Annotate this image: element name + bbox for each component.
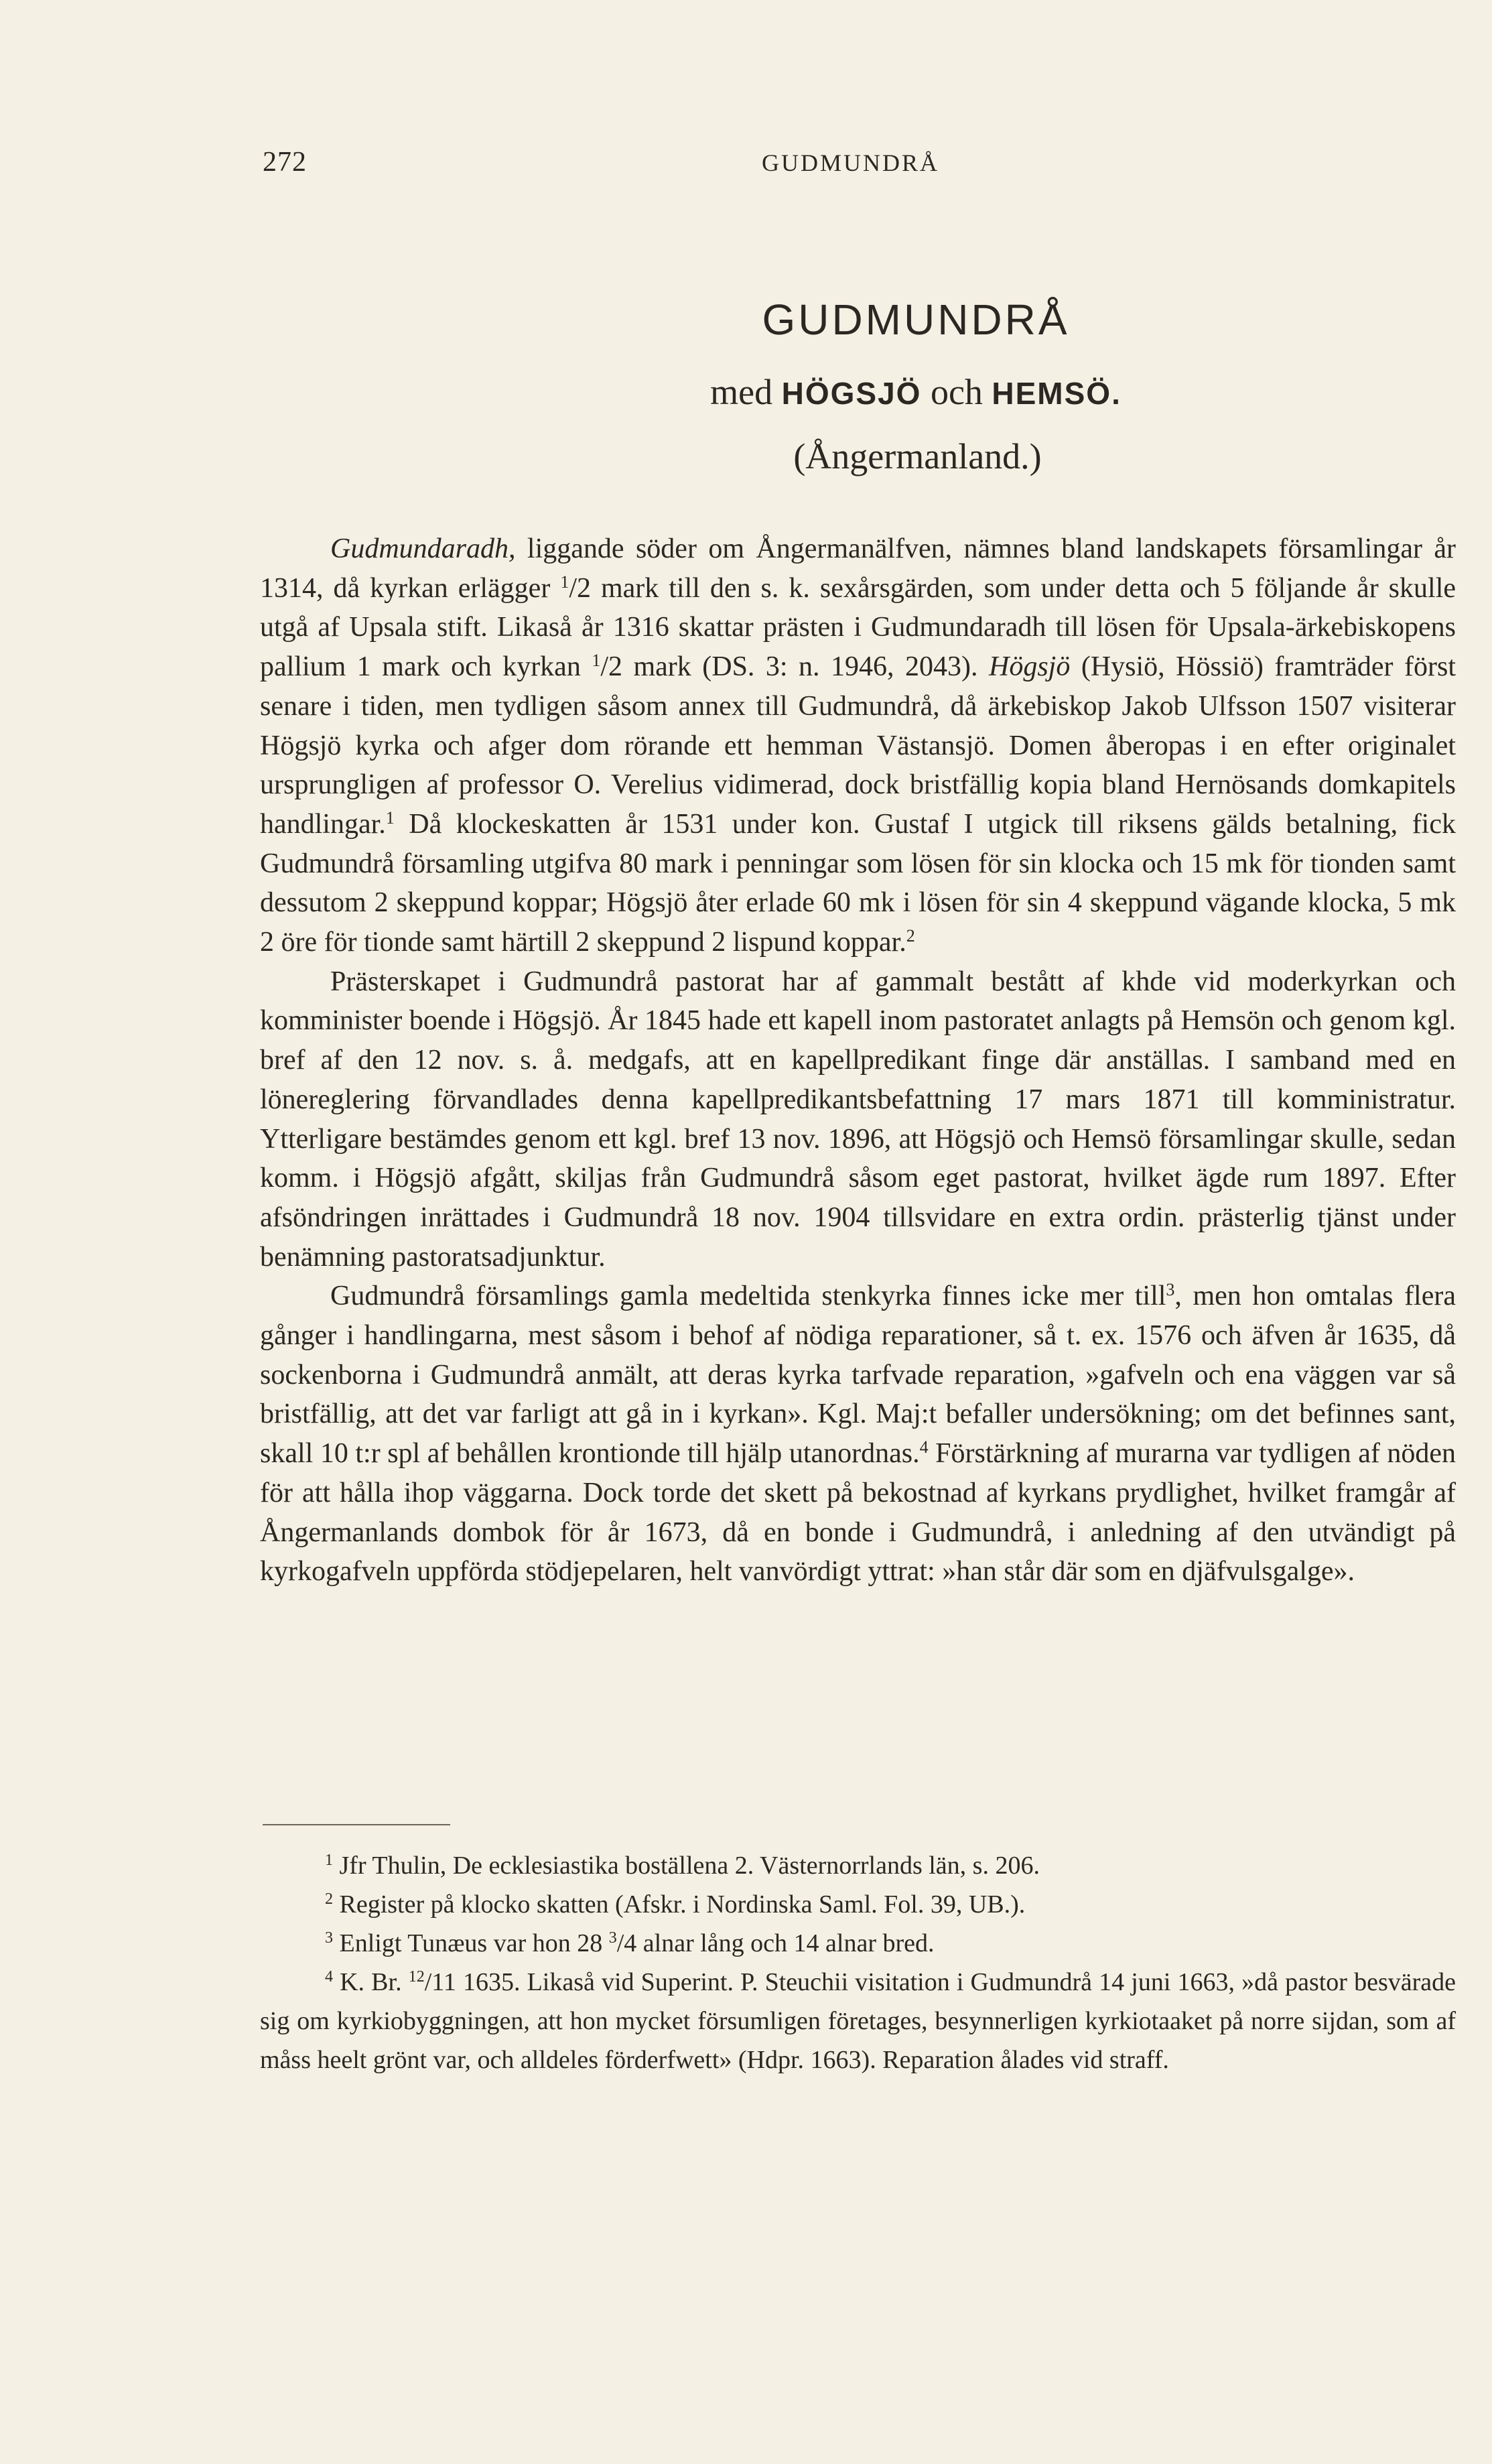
fraction-numerator: 1 bbox=[560, 572, 569, 592]
footnote-mark: 1 bbox=[325, 1852, 333, 1869]
footnote-ref-1[interactable]: 1 bbox=[385, 807, 395, 828]
italic-hogsjo: Högsjö bbox=[989, 651, 1071, 683]
subtitle-hogsjo: HÖGSJÖ bbox=[781, 376, 922, 411]
footnote-mark: 4 bbox=[325, 1968, 333, 1986]
footnote-ref-4[interactable]: 4 bbox=[919, 1437, 929, 1457]
p1-text-5: Då klockeskatten år 1531 under kon. Gustaf I utgick till riksens gälds betalning, fick Gudmundrå församling utgifva 80 mark i penningar som lösen för sin klocka och 15 mk för tionden samt dessutom 2 skeppund koppar; Högsjö åter erlade 60 mk i lösen för sin 4 skeppund vägande klocka, 5 mk 2 öre för tionde samt härtill 2 skeppund 2 lispund koppar. bbox=[260, 808, 1456, 958]
running-head bbox=[263, 146, 1455, 186]
p1-text-3: mark (DS. 3: n. 1946, 2043). bbox=[622, 651, 989, 683]
p3-text-2: , men hon omtalas flera gånger i handlingarna, mest såsom i behof af nödiga reparationer, så t. ex. 1576 och äfven år 1635, då sockenborna i Gudmundrå anmält, att deras kyrka tarfvade reparation, »gafveln och ena väggen var så bristfällig, att det var farligt att gå in i kyrkan». Kgl. Maj:t befaller undersökning; om det befinnes sant, skall 10 t:r spl af behållen krontionde till hjälp utanordnas. bbox=[260, 1281, 1456, 1470]
region-label: (Ångermanland.) bbox=[793, 436, 1042, 476]
paragraph-2: Prästerskapet i Gudmundrå pastorat har af gammalt bestått af khde vid moderkyrkan och komminister boende i Högsjö. År 1845 hade ett kapell inom pastoratet anlagts på Hemsön och genom kgl. bref af den 12 nov. s. å. medgafs, att en kapellpredikant finge där anställas. I samband med en lönereglering förvandlades denna kapellpredikantsbefattning 17 mars 1871 till komministratur. Ytterligare bestämdes genom ett kgl. bref 13 nov. 1896, att Högsjö och Hemsö församlingar skulle, sedan komm. i Högsjö afgått, skiljas från Gudmundrå såsom eget pastorat, hvilket ägde rum 1897. Efter afsöndringen inrättades i Gudmundrå 18 nov. 1904 tillsvidare en extra ordin. prästerlig tjänst under benämning pastoratsadjunktur. bbox=[260, 966, 1456, 1273]
fraction-numerator: 3 bbox=[608, 1929, 617, 1947]
date-fraction-denominator: /11 bbox=[424, 1968, 456, 1996]
footnote-1 bbox=[260, 1846, 1456, 1885]
title-block bbox=[263, 295, 1455, 477]
p1-text-2: mark till den s. k. sexårsgärden, som under detta och 5 följande år skulle utgå af Upsala stift. Likaså år 1316 skattar prästen i Gudmundaradh till lösen för Upsala-ärkebiskopens pallium 1 mark och kyrkan bbox=[260, 572, 1456, 683]
fraction-denominator: /2 bbox=[600, 651, 622, 683]
footnote-4 bbox=[260, 1963, 1456, 2079]
subtitle-middle: och bbox=[921, 372, 992, 412]
subtitle-hemso: HEMSÖ. bbox=[992, 376, 1122, 411]
footnotes bbox=[260, 1846, 1456, 2079]
footnote-text: Enligt Tunæus var hon 28 bbox=[333, 1929, 609, 1957]
date-fraction-numerator: 12 bbox=[408, 1968, 425, 1986]
subtitle bbox=[263, 371, 1455, 413]
body-text bbox=[260, 529, 1456, 1592]
page-number: 272 bbox=[263, 147, 307, 178]
footnote-text: 1635. Likaså vid Superint. P. Steuchii visitation i Gudmundrå 14 juni 1663, »då pastor besvärade sig om kyrkiobyggningen, att hon mycket försumligen företages, besynnerligen kyrkiotaaket på norre sijdan, som af måss heelt grönt var, och alldeles förderfwett» (Hdpr. 1663). Reparation ålades vid straff. bbox=[260, 1968, 1456, 2074]
p1-text-1: liggande söder om Ångermanälfven, nämnes bland landskapets församlingar år 1314, då kyrkan erlägger bbox=[260, 533, 1456, 604]
footnote-divider bbox=[263, 1824, 450, 1825]
footnote-ref-2[interactable]: 2 bbox=[906, 926, 915, 946]
fraction-denominator: /2 bbox=[569, 572, 591, 604]
paragraph-1 bbox=[260, 529, 1456, 962]
footnote-text: K. Br. bbox=[333, 1968, 409, 1996]
fraction-denominator: /4 bbox=[616, 1929, 637, 1957]
fraction-numerator: 1 bbox=[592, 651, 601, 671]
footnote-mark: 3 bbox=[325, 1929, 333, 1947]
p1-text-4: (Hysiö, Hössiö) framträder först senare i tiden, men tydligen såsom annex till Gudmundrå, då ärkebiskop Jakob Ulfsson 1507 visiterar Högsjö kyrka och afger dom rörande ett hemman Västansjö. Domen åberopas i en efter originalet ursprungligen af professor O. Verelius vidimerad, dock bristfällig kopia bland Hernösands domkapitels handlingar. bbox=[260, 651, 1456, 840]
p3-text-3: Förstärkning af murarna var tydligen af nöden för att hålla ihop väggarna. Dock torde det skett på bekostnad af kyrkans prydlighet, hvilket framgår af Ångermanlands dombok för år 1673, då en bonde i Gudmundrå, i anledning af den utvändigt på kyrkogafveln uppförda stödjepelaren, helt vanvördigt yttrat: »han står där som en djäfvulsgalge». bbox=[260, 1438, 1456, 1587]
footnote-mark: 2 bbox=[325, 1890, 333, 1908]
footnote-3 bbox=[260, 1924, 1456, 1963]
running-title: GUDMUNDRÅ bbox=[762, 149, 940, 176]
p3-text-1: Gudmundrå församlings gamla medeltida stenkyrka finnes icke mer till bbox=[330, 1281, 1166, 1312]
italic-gudmundaradh: Gudmundaradh, bbox=[330, 533, 516, 564]
footnote-2 bbox=[260, 1885, 1456, 1924]
footnote-ref-3[interactable]: 3 bbox=[1166, 1280, 1175, 1300]
footnote-text: Register på klocko skatten (Afskr. i Nordinska Saml. Fol. 39, UB.). bbox=[333, 1890, 1026, 1919]
paragraph-3 bbox=[260, 1277, 1456, 1592]
footnote-text: alnar lång och 14 alnar bred. bbox=[636, 1929, 935, 1957]
footnote-text: Jfr Thulin, De ecklesiastika boställena 2. Västernorrlands län, s. 206. bbox=[333, 1852, 1040, 1880]
page-title: GUDMUNDRÅ bbox=[762, 296, 1070, 344]
subtitle-prefix: med bbox=[710, 372, 782, 412]
